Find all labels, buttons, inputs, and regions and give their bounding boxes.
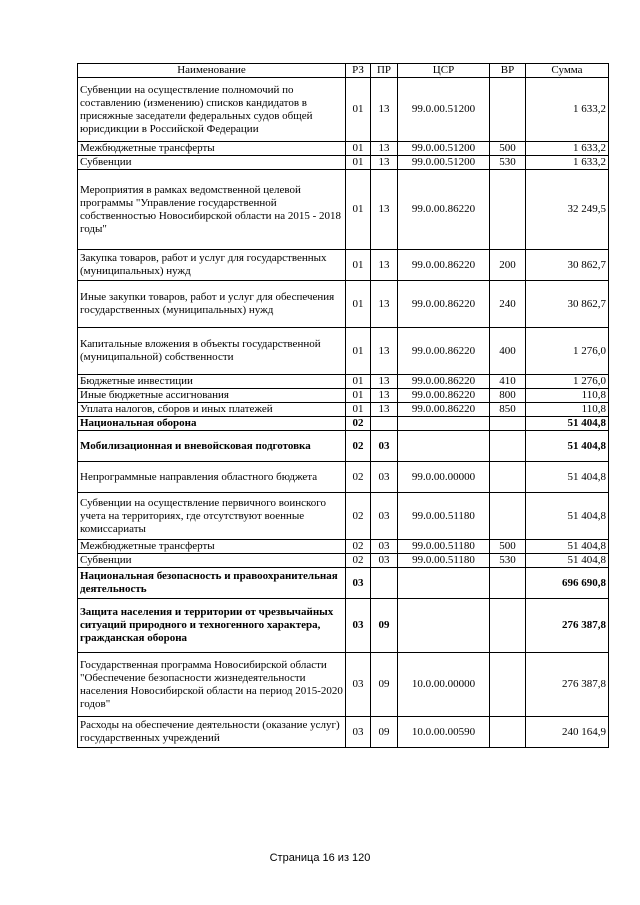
table-row (78, 717, 609, 748)
cell-vr: 410 (490, 375, 526, 389)
cell-rz: 03 (346, 568, 371, 599)
table-row (78, 540, 609, 554)
cell-vr: 500 (490, 540, 526, 554)
cell-sum: 240 164,9 (526, 717, 609, 748)
cell-sum: 51 404,8 (526, 462, 609, 493)
cell-vr (490, 78, 526, 142)
cell-pr: 13 (371, 170, 398, 250)
cell-pr: 13 (371, 142, 398, 156)
cell-vr (490, 493, 526, 540)
cell-sum: 1 633,2 (526, 142, 609, 156)
cell-vr: 800 (490, 389, 526, 403)
cell-csr: 99.0.00.86220 (398, 250, 490, 281)
cell-vr (490, 417, 526, 431)
table-header-row (78, 64, 609, 78)
table-row (78, 493, 609, 540)
cell-csr: 99.0.00.86220 (398, 328, 490, 375)
cell-pr (371, 568, 398, 599)
cell-pr: 13 (371, 328, 398, 375)
cell-csr: 99.0.00.86220 (398, 389, 490, 403)
cell-sum: 51 404,8 (526, 554, 609, 568)
cell-rz: 03 (346, 717, 371, 748)
table-row (78, 328, 609, 375)
table-row (78, 431, 609, 462)
cell-sum: 696 690,8 (526, 568, 609, 599)
cell-name: Непрограммные направления областного бюджета (78, 462, 346, 493)
cell-name: Иные бюджетные ассигнования (78, 389, 346, 403)
table-row (78, 653, 609, 717)
cell-name: Государственная программа Новосибирской области "Обеспечение безопасности жизнедеятельности населения Новосибирской области на период 2015-2020 годов" (78, 653, 346, 717)
cell-csr: 99.0.00.51180 (398, 554, 490, 568)
cell-rz: 02 (346, 540, 371, 554)
cell-vr (490, 653, 526, 717)
cell-vr (490, 717, 526, 748)
page-number: Страница 16 из 120 (269, 852, 371, 864)
cell-pr: 13 (371, 375, 398, 389)
cell-pr: 03 (371, 462, 398, 493)
cell-rz: 02 (346, 493, 371, 540)
cell-name: Национальная оборона (78, 417, 346, 431)
table-row (78, 281, 609, 328)
cell-sum: 51 404,8 (526, 540, 609, 554)
table-row (78, 599, 609, 653)
cell-name: Субвенции (78, 156, 346, 170)
cell-pr: 13 (371, 156, 398, 170)
cell-sum: 110,8 (526, 403, 609, 417)
header-name: Наименование (78, 64, 346, 78)
cell-vr: 530 (490, 554, 526, 568)
cell-rz: 01 (346, 375, 371, 389)
cell-rz: 02 (346, 554, 371, 568)
cell-vr: 850 (490, 403, 526, 417)
cell-csr: 99.0.00.00000 (398, 462, 490, 493)
cell-name: Субвенции на осуществление полномочий по составлению (изменению) списков кандидатов в присяжные заседатели федеральных судов общей юрисдикции в Российской Федерации (78, 78, 346, 142)
cell-sum: 51 404,8 (526, 417, 609, 431)
cell-rz: 01 (346, 403, 371, 417)
cell-csr (398, 417, 490, 431)
cell-sum: 1 633,2 (526, 156, 609, 170)
cell-rz: 02 (346, 462, 371, 493)
cell-rz: 01 (346, 281, 371, 328)
cell-csr: 10.0.00.00590 (398, 717, 490, 748)
cell-csr: 99.0.00.86220 (398, 403, 490, 417)
table-row (78, 554, 609, 568)
cell-sum: 276 387,8 (526, 653, 609, 717)
table-row (78, 142, 609, 156)
cell-pr: 09 (371, 599, 398, 653)
cell-rz: 01 (346, 389, 371, 403)
cell-csr (398, 599, 490, 653)
cell-csr: 99.0.00.86220 (398, 375, 490, 389)
table-row (78, 78, 609, 142)
cell-rz: 02 (346, 417, 371, 431)
cell-vr: 400 (490, 328, 526, 375)
cell-rz: 01 (346, 156, 371, 170)
cell-pr: 13 (371, 389, 398, 403)
cell-name: Межбюджетные трансферты (78, 142, 346, 156)
cell-rz: 01 (346, 170, 371, 250)
cell-vr (490, 431, 526, 462)
cell-sum: 32 249,5 (526, 170, 609, 250)
table-row (78, 403, 609, 417)
cell-pr: 03 (371, 493, 398, 540)
cell-csr (398, 568, 490, 599)
header-vr: ВР (490, 64, 526, 78)
cell-name: Закупка товаров, работ и услуг для государственных (муниципальных) нужд (78, 250, 346, 281)
cell-rz: 03 (346, 599, 371, 653)
cell-name: Расходы на обеспечение деятельности (оказание услуг) государственных учреждений (78, 717, 346, 748)
table-row (78, 417, 609, 431)
cell-vr: 500 (490, 142, 526, 156)
cell-vr: 240 (490, 281, 526, 328)
cell-name: Мобилизационная и вневойсковая подготовка (78, 431, 346, 462)
cell-name: Национальная безопасность и правоохранительная деятельность (78, 568, 346, 599)
cell-vr: 200 (490, 250, 526, 281)
cell-rz: 01 (346, 328, 371, 375)
cell-sum: 1 276,0 (526, 328, 609, 375)
cell-sum: 1 633,2 (526, 78, 609, 142)
cell-rz: 01 (346, 250, 371, 281)
cell-rz: 01 (346, 78, 371, 142)
header-pr: ПР (371, 64, 398, 78)
cell-sum: 30 862,7 (526, 281, 609, 328)
cell-name: Иные закупки товаров, работ и услуг для обеспечения государственных (муниципальных) нужд (78, 281, 346, 328)
cell-pr: 09 (371, 717, 398, 748)
cell-name: Межбюджетные трансферты (78, 540, 346, 554)
cell-csr: 99.0.00.51180 (398, 493, 490, 540)
cell-name: Мероприятия в рамках ведомственной целевой программы "Управление государственной собственностью Новосибирской области на 2015 - 2018 годы" (78, 170, 346, 250)
cell-pr: 13 (371, 78, 398, 142)
cell-vr: 530 (490, 156, 526, 170)
budget-table (77, 63, 609, 748)
cell-vr (490, 568, 526, 599)
table-row (78, 462, 609, 493)
cell-pr: 13 (371, 281, 398, 328)
table-row (78, 250, 609, 281)
table-row (78, 568, 609, 599)
cell-sum: 30 862,7 (526, 250, 609, 281)
cell-pr: 09 (371, 653, 398, 717)
cell-name: Субвенции (78, 554, 346, 568)
cell-name: Бюджетные инвестиции (78, 375, 346, 389)
cell-vr (490, 599, 526, 653)
cell-csr: 99.0.00.86220 (398, 281, 490, 328)
cell-sum: 51 404,8 (526, 493, 609, 540)
cell-csr: 10.0.00.00000 (398, 653, 490, 717)
cell-sum: 1 276,0 (526, 375, 609, 389)
cell-csr: 99.0.00.86220 (398, 170, 490, 250)
cell-rz: 02 (346, 431, 371, 462)
table-row (78, 156, 609, 170)
cell-vr (490, 462, 526, 493)
cell-csr: 99.0.00.51180 (398, 540, 490, 554)
cell-csr: 99.0.00.51200 (398, 142, 490, 156)
table-row (78, 375, 609, 389)
cell-csr (398, 431, 490, 462)
cell-name: Защита населения и территории от чрезвычайных ситуаций природного и техногенного характера, гражданская оборона (78, 599, 346, 653)
cell-name: Капитальные вложения в объекты государственной (муниципальной) собственности (78, 328, 346, 375)
cell-pr: 03 (371, 540, 398, 554)
cell-pr: 13 (371, 403, 398, 417)
cell-pr (371, 417, 398, 431)
cell-pr: 13 (371, 250, 398, 281)
cell-vr (490, 170, 526, 250)
cell-name: Уплата налогов, сборов и иных платежей (78, 403, 346, 417)
cell-sum: 110,8 (526, 389, 609, 403)
cell-sum: 51 404,8 (526, 431, 609, 462)
cell-name: Субвенции на осуществление первичного воинского учета на территориях, где отсутствуют военные комиссариаты (78, 493, 346, 540)
cell-pr: 03 (371, 554, 398, 568)
table-row (78, 170, 609, 250)
cell-csr: 99.0.00.51200 (398, 156, 490, 170)
header-sum: Сумма (526, 64, 609, 78)
cell-rz: 03 (346, 653, 371, 717)
header-csr: ЦСР (398, 64, 490, 78)
header-rz: РЗ (346, 64, 371, 78)
cell-rz: 01 (346, 142, 371, 156)
table-row (78, 389, 609, 403)
cell-csr: 99.0.00.51200 (398, 78, 490, 142)
cell-sum: 276 387,8 (526, 599, 609, 653)
cell-pr: 03 (371, 431, 398, 462)
